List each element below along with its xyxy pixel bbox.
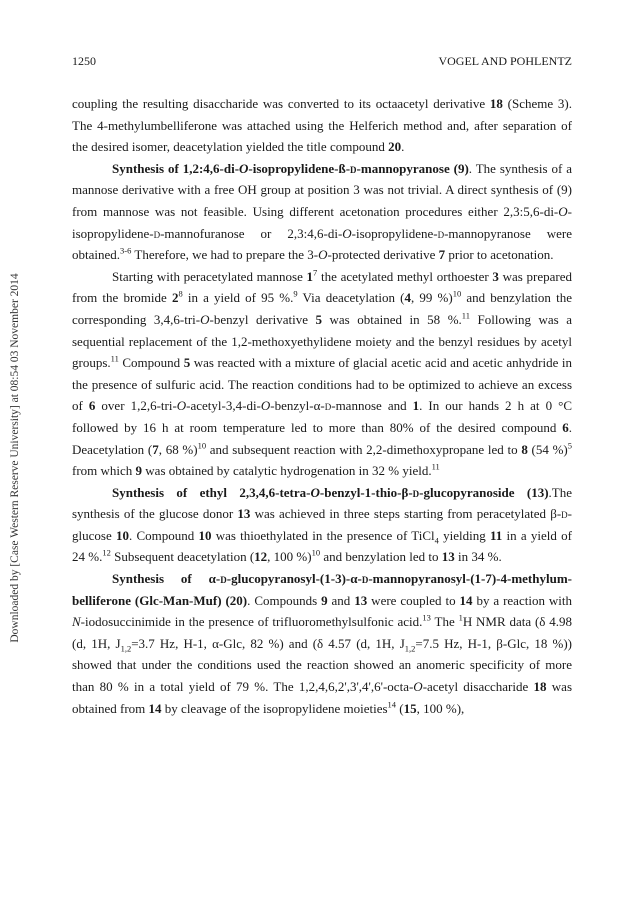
text-run: 10 xyxy=(311,548,321,559)
text-run: -mannose and xyxy=(331,398,413,414)
text-run: was thioethylated in the presence of TiCl xyxy=(211,527,435,543)
text-run: 8 xyxy=(521,441,528,457)
text-run: 10 xyxy=(115,527,129,543)
text-run: yielding xyxy=(438,527,491,543)
text-run: 10 xyxy=(452,289,462,300)
text-run: -benzyl derivative xyxy=(209,311,316,327)
text-run: Starting with peracetylated mannose xyxy=(112,268,307,284)
text-run: was reacted with a mixture of glacial acetic acid and acetic anhydride in the presence of sulfuric acid. The reaction conditions had to be optimized to achieve an excess of xyxy=(72,355,572,414)
text-run: .The synthesis of the glucose donor xyxy=(72,484,573,522)
text-run: was obtained from xyxy=(72,679,573,716)
page-number: 1250 xyxy=(72,54,96,68)
text-run: -benzyl-1-thio-β- xyxy=(319,484,413,500)
running-header xyxy=(72,54,572,69)
text-run: 12 xyxy=(254,549,268,565)
text-run: 15 xyxy=(403,700,417,716)
text-run: and benzylation led to xyxy=(320,549,442,565)
text-run: , 100 %), xyxy=(416,700,465,716)
text-run: 11 xyxy=(110,353,119,364)
text-run: . Deacetylation ( xyxy=(72,419,572,457)
running-title: VOGEL AND POHLENTZ xyxy=(438,54,572,68)
text-run: N xyxy=(72,614,81,630)
text-run: 18 xyxy=(489,96,503,111)
text-run: d xyxy=(324,398,332,414)
text-run: d xyxy=(361,571,369,587)
text-run: 14 xyxy=(148,700,162,716)
text-run: 1,2 xyxy=(404,643,416,654)
text-run: -mannopyranosyl-(1-7)-4-methylum-belliferone (Glc-Man-Muf) (20) xyxy=(72,571,572,608)
text-run: Via deacetylation ( xyxy=(297,290,405,306)
text-run: by a reaction with xyxy=(472,592,572,608)
text-run: 11 xyxy=(431,461,440,472)
text-run: 1,2 xyxy=(120,643,132,654)
text-run: d xyxy=(437,225,445,241)
text-run: by cleavage of the isopropylidene moieties xyxy=(161,700,388,716)
text-run: =7.5 Hz, H-1, β-Glc, 18 %)) showed that under the conditions used the reaction showed an anomeric specificity of more than 80 % in a total yield of 79 %. The 1,2,4,6,2',3',4',6'-octa- xyxy=(72,635,572,695)
text-run: 6 xyxy=(88,398,96,414)
body-text xyxy=(72,93,572,719)
text-run: 1 xyxy=(458,612,463,623)
text-run: d xyxy=(412,484,420,500)
text-run: Synthesis of α- xyxy=(112,571,221,587)
text-run: Therefore, we had to prepare the 3- xyxy=(131,247,319,263)
text-run: 2 xyxy=(171,290,179,306)
text-run: 1 xyxy=(412,398,420,414)
paragraph-p5 xyxy=(72,568,572,719)
text-run: (Scheme 3). The 4-methylumbelliferone was attached using the Helferich method and, after separation of the desired isomer, deacetylation yielded the title compound xyxy=(72,96,572,155)
text-run: . In our hands 2 h at 0 °C followed by 16 h at room temperature led to more than 80% of the desired compound xyxy=(72,398,572,435)
text-run: Synthesis of 1,2:4,6-di- xyxy=(112,160,240,176)
text-run: -glucose xyxy=(72,506,573,543)
text-run: The xyxy=(430,614,459,630)
text-run: 7 xyxy=(313,267,318,278)
text-run: 10 xyxy=(197,440,207,451)
text-run: -isopropylidene- xyxy=(72,203,572,241)
text-run: 9 xyxy=(293,289,298,300)
text-run: 11 xyxy=(461,310,470,321)
text-run: (54 %) xyxy=(527,441,568,457)
text-run: 13 xyxy=(237,506,251,522)
text-run: Compound xyxy=(118,355,184,371)
text-run: O xyxy=(558,203,568,219)
text-run: in a yield of 95 %. xyxy=(182,290,294,306)
text-run: 3 xyxy=(492,268,499,284)
paragraph-p1 xyxy=(72,93,572,158)
text-run: d xyxy=(350,160,357,176)
text-run: was obtained by catalytic hydrogenation in 32 % yield. xyxy=(142,463,432,479)
text-run: -glucopyranosyl-(1-3)-α- xyxy=(226,571,362,587)
text-run: H NMR data (δ 4.98 (d, 1H, J xyxy=(72,614,572,651)
text-run: d xyxy=(561,506,568,522)
page-body xyxy=(72,54,572,719)
text-run: in 34 %. xyxy=(454,549,502,565)
text-run: was achieved in three steps starting from peracetylated β- xyxy=(250,506,562,522)
text-run: from which xyxy=(72,463,136,479)
text-run: d xyxy=(153,225,161,241)
text-run: was prepared from the bromide xyxy=(72,268,572,306)
text-run: over 1,2,6-tri- xyxy=(95,398,177,414)
text-run: and benzylation the corresponding 3,4,6-tri- xyxy=(72,290,572,327)
text-run: O xyxy=(413,679,423,695)
text-run: , 100 %) xyxy=(267,549,312,565)
text-run: 10 xyxy=(198,527,212,543)
text-run: O xyxy=(260,398,271,414)
download-watermark xyxy=(0,0,30,915)
text-run: 5 xyxy=(183,355,191,371)
text-run: coupling the resulting disaccharide was converted to its octaacetyl derivative xyxy=(72,96,490,111)
text-run: 13 xyxy=(422,612,431,623)
text-run: 20 xyxy=(388,139,402,155)
text-run: 12 xyxy=(102,548,111,559)
text-run: O xyxy=(176,398,187,414)
text-run: . xyxy=(401,139,405,155)
text-run: O xyxy=(318,247,328,263)
text-run: 7 xyxy=(152,441,159,457)
text-run: -benzyl-α- xyxy=(270,398,325,414)
text-run: ( xyxy=(396,700,404,716)
text-run: Subsequent deacetylation ( xyxy=(110,549,255,565)
text-run: 9 xyxy=(135,463,143,479)
text-run: O xyxy=(239,160,249,176)
paragraph-p3 xyxy=(72,266,572,482)
text-run: . Compound xyxy=(128,527,199,543)
text-run: and xyxy=(327,592,355,608)
text-run: 1 xyxy=(306,268,314,284)
text-run: Synthesis of ethyl 2,3,4,6-tetra- xyxy=(112,484,311,500)
paragraph-p4 xyxy=(72,482,572,568)
download-note: Downloaded by [Case Western Reserve University] at 08:54 03 November 2014 xyxy=(9,273,21,643)
text-run: 4 xyxy=(404,290,411,306)
text-run: -acetyl-3,4-di- xyxy=(186,398,261,414)
text-run: prior to acetonation. xyxy=(445,247,554,263)
text-run: 18 xyxy=(533,679,547,695)
text-run: 13 xyxy=(441,549,455,565)
text-run: 14 xyxy=(459,592,473,608)
paragraph-p2 xyxy=(72,158,572,266)
text-run: , 68 %) xyxy=(158,441,198,457)
text-run: -acetyl disaccharide xyxy=(422,679,534,695)
text-run: , 99 %) xyxy=(410,290,453,306)
text-run: O xyxy=(342,225,352,241)
text-run: =3.7 Hz, H-1, α-Glc, 82 %) and (δ 4.57 (d, 1H, J xyxy=(131,635,405,651)
text-run: Following was a sequential replacement of the 1,2-methoxyethylidene moiety and the benzyl residues by acetyl groups. xyxy=(72,311,572,371)
text-run: . Compounds xyxy=(247,592,322,608)
text-run: 9 xyxy=(321,592,328,608)
text-run: -isopropylidene- xyxy=(351,225,438,241)
text-run: -mannofuranose or 2,3:4,6-di- xyxy=(160,225,343,241)
text-run: in a yield of 24 %. xyxy=(72,527,572,565)
text-run: d xyxy=(220,571,227,587)
text-run: were coupled to xyxy=(367,592,460,608)
text-run: 5 xyxy=(567,440,573,451)
text-run: 5 xyxy=(315,311,322,327)
text-run: -mannopyranose (9) xyxy=(356,160,469,176)
text-run: 4 xyxy=(434,535,439,546)
text-run: O xyxy=(200,311,210,327)
text-run: 8 xyxy=(178,289,183,300)
text-run: 6 xyxy=(562,419,569,435)
text-run: the acetylated methyl orthoester xyxy=(317,268,493,284)
text-run: . The synthesis of a mannose derivative with a free OH group at position 3 was not trivial. A direct synthesis of (9) from mannose was not feasible. Using different acetonation procedures either 2,3:5,6-di- xyxy=(72,160,572,219)
text-run: was obtained in 58 %. xyxy=(322,311,462,327)
text-run: -protected derivative xyxy=(327,247,439,263)
text-run: -iodosuccinimide in the presence of trifluoromethylsulfonic acid. xyxy=(80,614,423,630)
text-run: 3-6 xyxy=(120,245,132,256)
text-run: 11 xyxy=(490,527,503,543)
text-run: 13 xyxy=(354,592,368,608)
text-run: -isopropylidene-ß- xyxy=(248,160,351,176)
text-run: and subsequent reaction with 2,2-dimethoxypropane led to xyxy=(206,441,522,457)
text-run: 14 xyxy=(387,699,397,710)
text-run: O xyxy=(310,484,320,500)
text-run: -glucopyranoside (13) xyxy=(419,484,549,500)
text-run: 7 xyxy=(438,247,446,263)
text-run: -mannopyranose were obtained. xyxy=(72,225,572,263)
